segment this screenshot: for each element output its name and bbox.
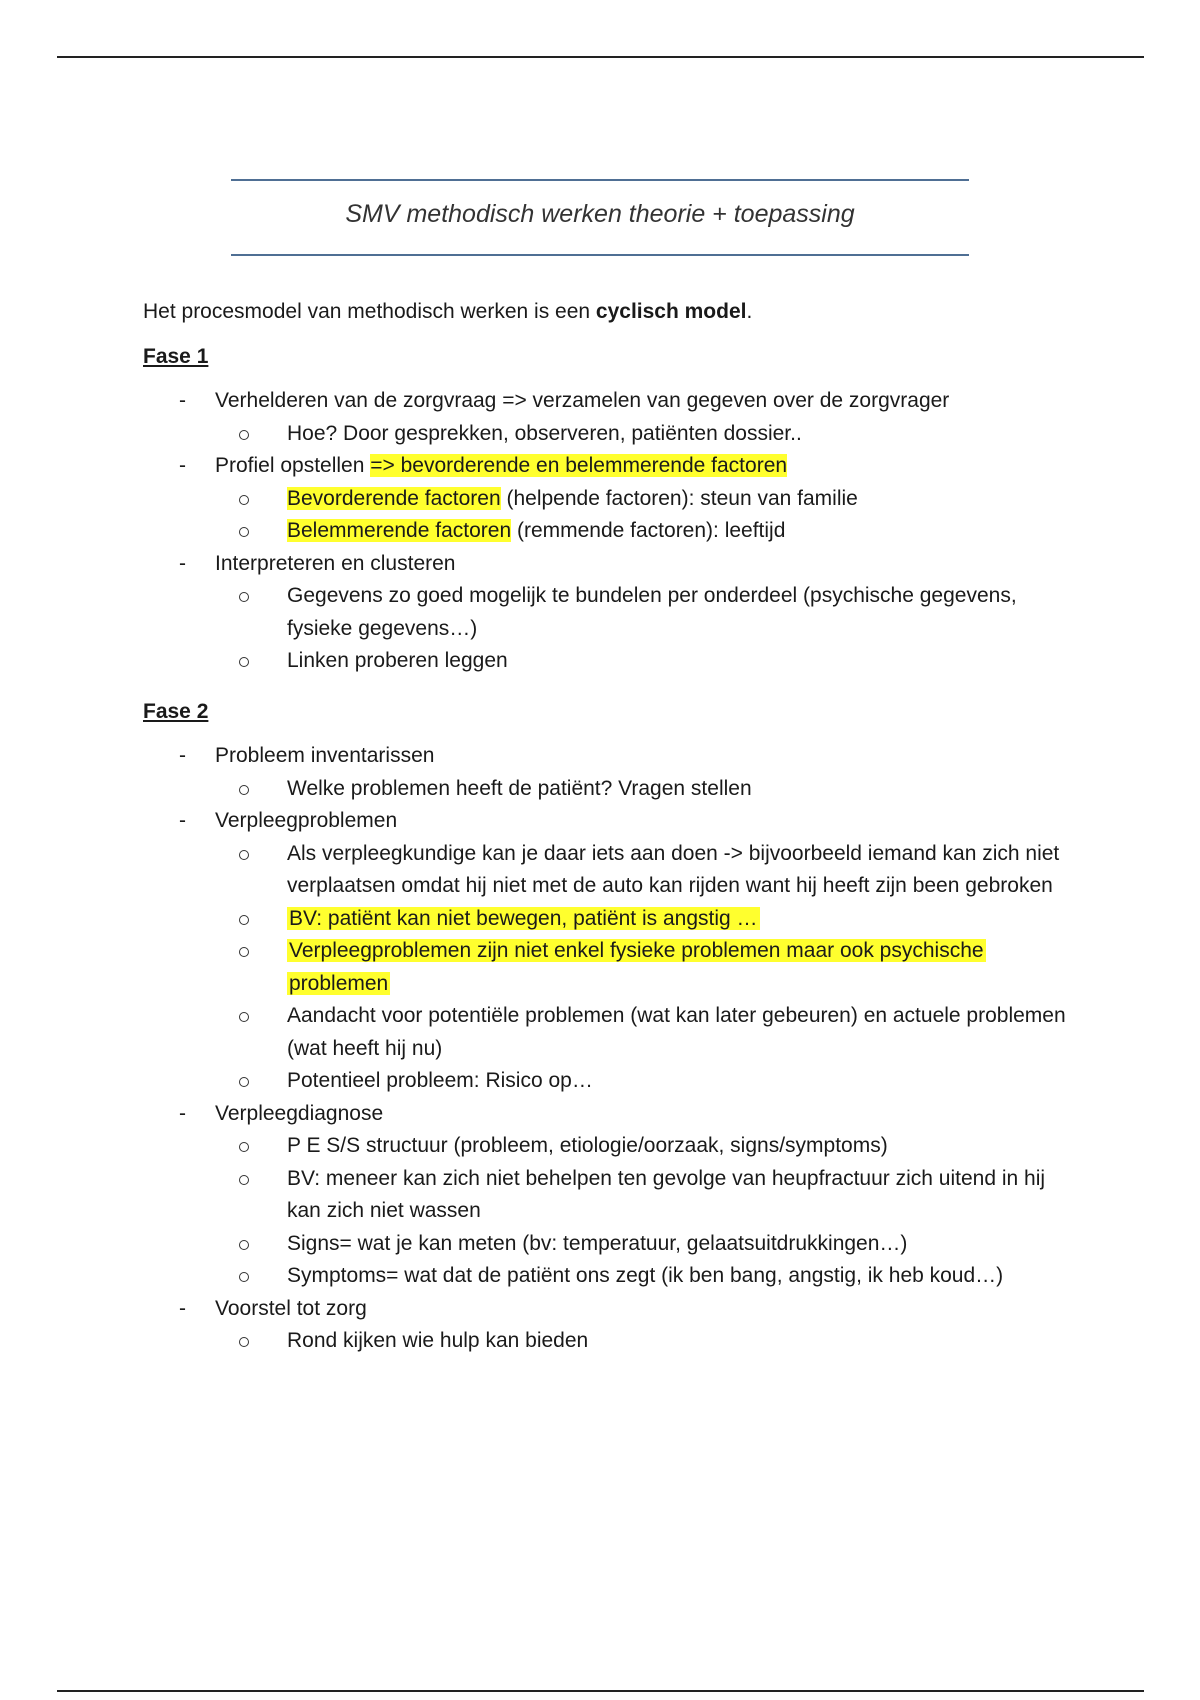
list-item: - Profiel opstellen => bevorderende en belemmerende factoren Bevorderende factoren (helpende factoren): steun van familie Belemmerende factoren (remmende factoren): leeftijd — [143, 450, 1073, 548]
circle-bullet-icon — [239, 527, 249, 537]
circle-bullet-icon — [239, 495, 249, 505]
sub-list-item: Rond kijken wie hulp kan bieden — [215, 1325, 1073, 1358]
list-item: - Interpreteren en clusteren Gegevens zo goed mogelijk te bundelen per onderdeel (psychische gegevens, fysieke gegevens…) Linken proberen leggen — [143, 548, 1073, 678]
sub-list-item-highlighted — [215, 903, 1073, 936]
sub-list-item: Welke problemen heeft de patiënt? Vragen stellen — [215, 773, 1073, 806]
sub-list-item-highlighted — [215, 935, 1073, 1000]
dash-bullet: - — [179, 809, 186, 832]
dash-bullet: - — [179, 551, 186, 575]
title-rule-top — [231, 179, 969, 181]
highlighted-text: Belemmerende factoren — [287, 519, 512, 542]
highlighted-text: Bevorderende factoren — [287, 486, 501, 510]
sub-list-item: Hoe? Door gesprekken, observeren, patiënten dossier.. — [215, 418, 1073, 451]
circle-bullet-icon — [239, 1272, 249, 1282]
sub-list-item: BV: meneer kan zich niet behelpen ten gevolge van heupfractuur zich uitend in hij kan zich niet wassen — [215, 1163, 1073, 1228]
circle-bullet-icon — [239, 947, 249, 957]
circle-bullet-icon — [239, 1077, 249, 1087]
circle-bullet-icon — [239, 657, 249, 667]
highlighted-text: => bevorderende en belemmerende factoren — [370, 454, 788, 477]
title-rule-bottom — [231, 254, 969, 256]
sub-list-item: Belemmerende factoren (remmende factoren): leeftijd — [215, 515, 1073, 548]
circle-bullet-icon — [239, 785, 249, 795]
sub-list-item: Bevorderende factoren (helpende factoren): steun van familie — [215, 483, 1073, 516]
phase-1-heading: Fase 1 — [143, 344, 209, 368]
sub-list-item: Potentieel probleem: Risico op… — [215, 1065, 1073, 1098]
circle-bullet-icon — [239, 592, 249, 602]
circle-bullet-icon — [239, 1240, 249, 1250]
sub-list-item: Signs= wat je kan meten (bv: temperatuur, gelaatsuitdrukkingen…) — [215, 1228, 1073, 1261]
sub-list-item: Als verpleegkundige kan je daar iets aan doen -> bijvoorbeeld iemand kan zich niet verplaatsen omdat hij niet met de auto kan rijden want hij heeft zijn been gebroken — [215, 838, 1073, 903]
dash-bullet: - — [179, 1296, 186, 1320]
circle-bullet-icon — [239, 1012, 249, 1022]
dash-bullet: - — [179, 454, 186, 477]
dash-bullet: - — [179, 744, 186, 767]
phase-2-heading: Fase 2 — [143, 699, 209, 723]
sub-list-item: Gegevens zo goed mogelijk te bundelen per onderdeel (psychische gegevens, fysieke gegevens…) — [215, 580, 1073, 645]
intro-paragraph: Het procesmodel van methodisch werken is een cyclisch model. — [143, 300, 753, 323]
circle-bullet-icon — [239, 1337, 249, 1347]
circle-bullet-icon — [239, 850, 249, 860]
list-item: - Voorstel tot zorg Rond kijken wie hulp kan bieden — [143, 1293, 1073, 1358]
list-item: - Probleem inventarissen Welke problemen heeft de patiënt? Vragen stellen — [143, 740, 1073, 805]
header-rule — [57, 56, 1144, 58]
list-item: - Verhelderen van de zorgvraag => verzamelen van gegeven over de zorgvrager Hoe? Door gesprekken, observeren, patiënten dossier.. — [143, 385, 1073, 450]
list-item: - Verpleegproblemen Als verpleegkundige kan je daar iets aan doen -> bijvoorbeeld iemand kan zich niet verplaatsen omdat hij niet met de auto kan rijden want hij heeft zijn been gebroken BV: patiënt kan niet bewegen, patiënt is angstig … Verpleegproblemen zijn niet enkel fysieke problemen maar ook psychische problemen Aandacht voor potentiële problemen (wat kan later gebeuren) en actuele problemen (wat heeft hij nu) Potentieel probleem: Risico op… — [143, 805, 1073, 1098]
phase-2-list — [143, 740, 1073, 1358]
circle-bullet-icon — [239, 430, 249, 440]
document-body — [143, 296, 1073, 1358]
circle-bullet-icon — [239, 1142, 249, 1152]
highlighted-text: BV: patiënt kan niet bewegen, patiënt is angstig … — [289, 906, 758, 930]
circle-bullet-icon — [239, 915, 249, 925]
list-item: - Verpleegdiagnose P E S/S structuur (probleem, etiologie/oorzaak, signs/symptoms) BV: meneer kan zich niet behelpen ten gevolge van heupfractuur zich uitend in hij kan zich niet wassen Signs= wat je kan meten (bv: temperatuur, gelaatsuitdrukkingen…) Symptoms= wat dat de patiënt ons zegt (ik ben bang, angstig, ik heb koud…) — [143, 1098, 1073, 1293]
sub-list-item: Linken proberen leggen — [215, 645, 1073, 678]
circle-bullet-icon — [239, 1175, 249, 1185]
dash-bullet: - — [179, 389, 186, 412]
sub-list-item: Aandacht voor potentiële problemen (wat kan later gebeuren) en actuele problemen (wat heeft hij nu) — [215, 1000, 1073, 1065]
phase-1-list — [143, 385, 1073, 678]
sub-list-item: P E S/S structuur (probleem, etiologie/oorzaak, signs/symptoms) — [215, 1130, 1073, 1163]
highlighted-text: Verpleegproblemen zijn niet enkel fysieke problemen maar ook psychische problemen — [289, 939, 984, 995]
dash-bullet: - — [179, 1101, 186, 1125]
sub-list-item: Symptoms= wat dat de patiënt ons zegt (ik ben bang, angstig, ik heb koud…) — [215, 1260, 1073, 1293]
document-title: SMV methodisch werken theorie + toepassing — [345, 200, 855, 228]
footer-rule — [57, 1690, 1144, 1692]
